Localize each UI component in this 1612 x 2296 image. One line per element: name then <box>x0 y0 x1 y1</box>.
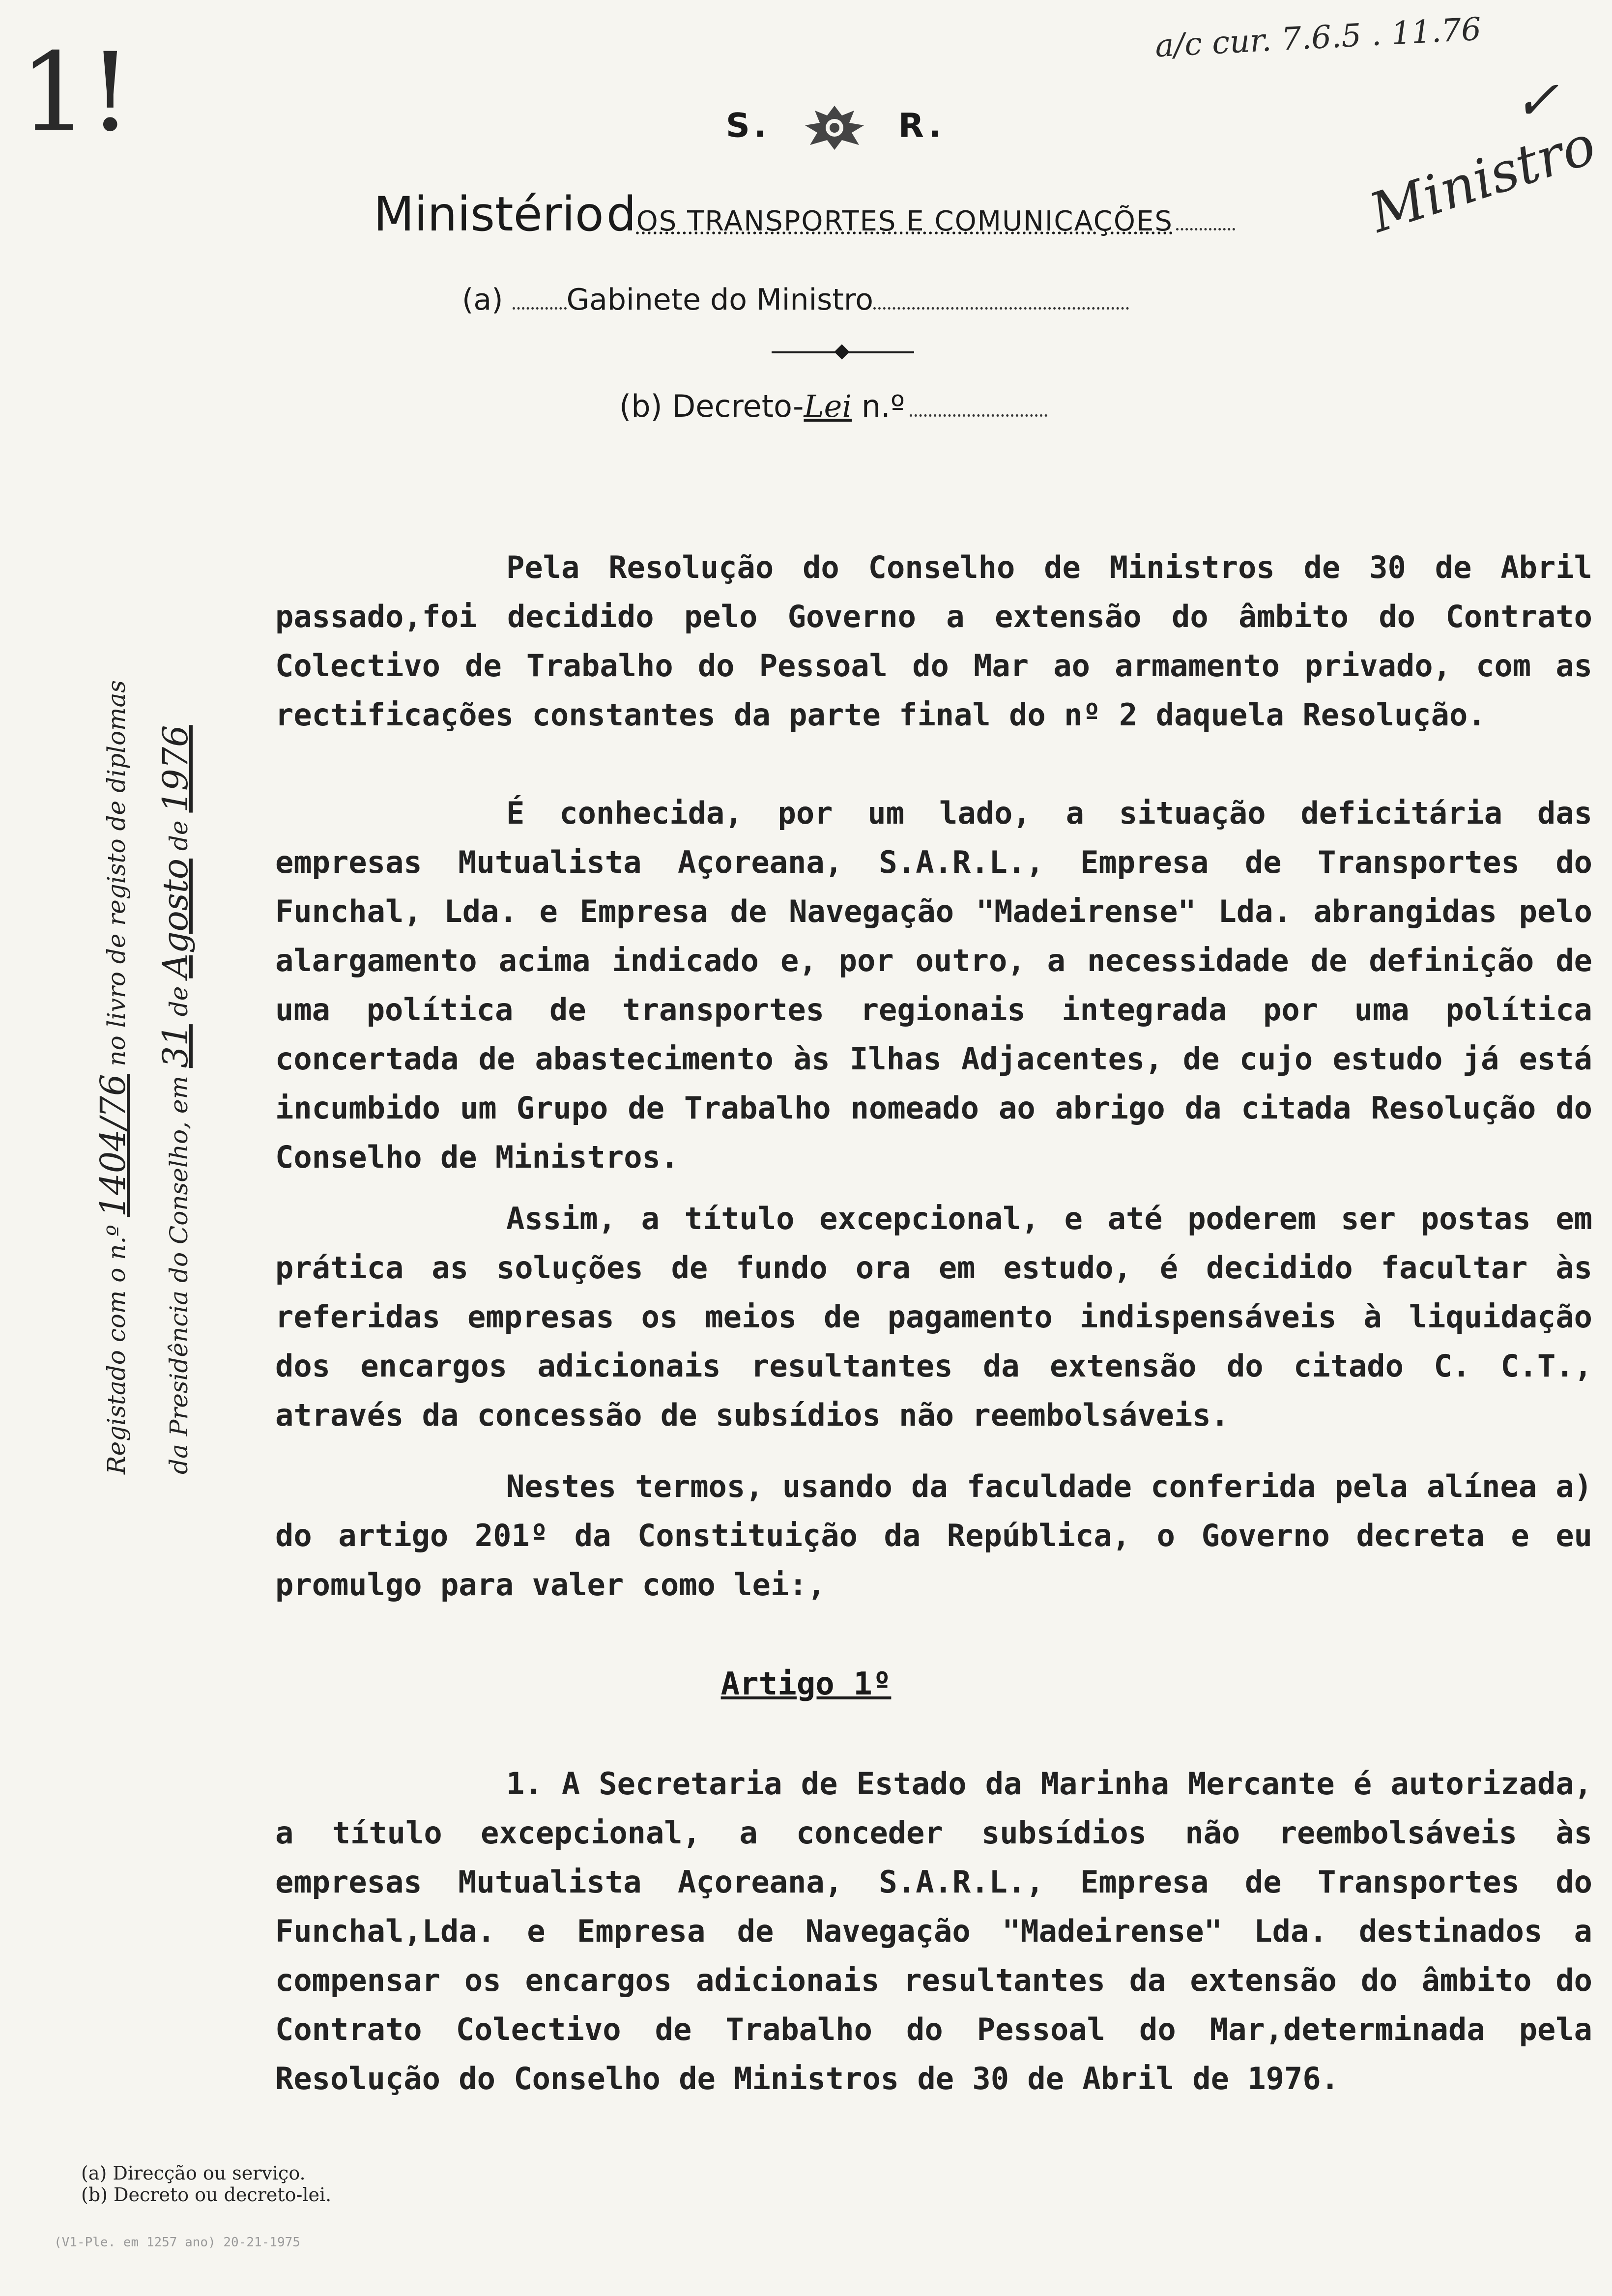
letterhead-sr <box>688 101 983 155</box>
handwritten-top-note: a/c cur. 7.6.5 . 11.76 <box>1154 11 1482 65</box>
registration-number-handwritten: 1404/76 <box>93 1074 133 1217</box>
registration-line-1: Registado com o n.º 1404/76 no livro de registo de diplomas <box>93 680 133 1474</box>
print-code: (V1-Ple. em 1257 ano) 20-21-1975 <box>54 2235 300 2250</box>
handwritten-margin-mark: 1! <box>20 29 132 155</box>
registration-year-handwritten: 1976 <box>155 725 196 813</box>
registration-margin-note <box>84 541 208 1474</box>
divider-diamond <box>834 344 849 359</box>
decree-prefix: Decreto- <box>672 388 804 424</box>
article-heading-text: Artigo 1º <box>720 1666 892 1702</box>
letter-r: R. <box>898 106 946 145</box>
paragraph-3 <box>275 1194 1592 1440</box>
ministry-title <box>374 187 1307 242</box>
registration-line-2: da Presidência do Conselho, em 31 de Agosto de 1976 <box>155 725 196 1474</box>
ministry-d: d <box>606 187 636 242</box>
footnote-b: (b) Decreto ou decreto-lei. <box>81 2184 332 2206</box>
letter-s: S. <box>725 106 771 145</box>
decree-number-label: n.º <box>852 388 905 424</box>
article-1-text: 1. A Secretaria de Estado da Marinha Mercante é autorizada, a título excepcional, a conceder subsídios não reembolsáveis às empresas Mutualista Açoreana, S.A.R.L., Empresa de Transportes do Funchal,Lda. e Empresa de Navegação "Madeirense" Lda. destinados a compensar os encargos adicionais resultantes da extensão do âmbito do Contrato Colectivo de Trabalho do Pessoal do Mar,determinada pela Resolução do Conselho de Ministros de 30 de Abril de 1976. <box>275 1766 1592 2096</box>
article-1-paragraph <box>275 1759 1592 2103</box>
paragraph-3-text: Assim, a título excepcional, e até poderem ser postas em prática as soluções de fundo ora em estudo, é decidido facultar às referidas empresas os meios de pagamento indispensáveis à liquidação dos encargos adicionais resultantes da extensão do citado C. C.T., através da concessão de subsídios não reembolsáveis. <box>275 1201 1592 1433</box>
article-heading <box>0 1666 1612 1702</box>
paragraph-1-text: Pela Resolução do Conselho de Ministros de 30 de Abril passado,foi decidido pelo Governo a extensão do âmbito do Contrato Colectivo de Trabalho do Pessoal do Mar ao armamento privado, com as rectificações constantes da parte final do nº 2 daquela Resolução. <box>275 549 1592 733</box>
ministry-dotted-line <box>1176 228 1235 230</box>
footnote-marker-a: (a) <box>462 283 503 317</box>
handwritten-check-mark: ✓ <box>1514 69 1559 132</box>
paragraph-4-text: Nestes termos, usando da faculdade conferida pela alínea a) do artigo 201º da Constituição da República, o Governo decreta e eu promulgo para valer como lei:, <box>275 1468 1592 1603</box>
decree-number-blank <box>910 414 1047 417</box>
paragraph-2 <box>275 789 1592 1182</box>
dotted-trail <box>873 307 1129 310</box>
footnotes <box>81 2162 331 2206</box>
registration-month-handwritten: Agosto <box>155 859 196 978</box>
paragraph-1 <box>275 543 1592 740</box>
footnote-a: (a) Direcção ou serviço. <box>81 2162 306 2184</box>
department-name: Gabinete do Ministro <box>566 283 873 317</box>
coat-of-arms-emblem <box>795 101 874 155</box>
registration-day-handwritten: 31 <box>155 1024 196 1068</box>
handwritten-signature: Ministro <box>1362 113 1603 245</box>
footnote-marker-b: (b) <box>619 388 662 424</box>
decree-handwritten-lei: Lei <box>804 388 852 424</box>
paragraph-2-text: É conhecida, por um lado, a situação deficitária das empresas Mutualista Açoreana, S.A.R.L., Empresa de Transportes do Funchal, Lda. e Empresa de Navegação "Madeirense" Lda. abrangidas pelo alargamento acima indicado e, por outro, a necessidade de definição de uma política de transportes regionais integrada por uma política concertada de abastecimento às Ilhas Adjacentes, de cujo estudo já está incumbido um Grupo de Trabalho nomeado ao abrigo da citada Resolução do Conselho de Ministros. <box>275 795 1592 1175</box>
paragraph-4 <box>275 1462 1592 1609</box>
department-line <box>462 283 1229 317</box>
decree-line <box>619 388 1047 424</box>
ministry-word: Ministério <box>374 187 604 242</box>
ministry-name: OS TRANSPORTES E COMUNICAÇÕES <box>636 205 1173 237</box>
dotted-lead <box>513 307 567 310</box>
